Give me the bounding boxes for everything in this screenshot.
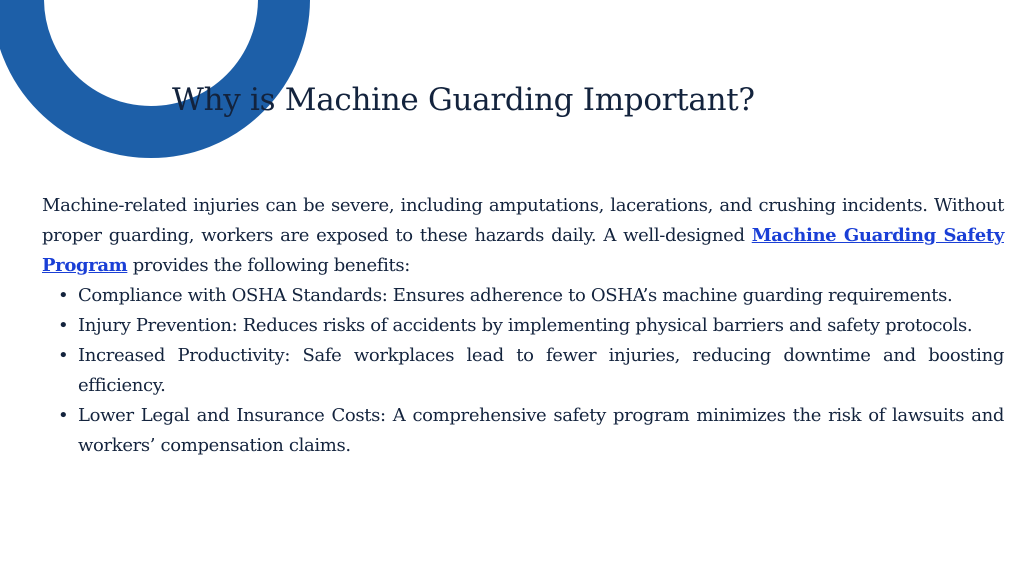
list-item [42, 341, 1004, 401]
benefits-list [42, 281, 1004, 461]
bullet-icon: • [58, 285, 69, 306]
intro-tail: provides the following benefits: [127, 255, 410, 276]
benefit-text: Increased Productivity: Safe workplaces lead to fewer injuries, reducing downtime and boosting efficiency. [78, 345, 1004, 396]
decorative-ring-shape [0, 0, 310, 158]
benefit-text: Lower Legal and Insurance Costs: A comprehensive safety program minimizes the risk of lawsuits and workers’ compensation claims. [78, 405, 1004, 456]
intro-paragraph [42, 191, 1004, 281]
slide-body [42, 191, 1004, 461]
bullet-icon: • [58, 405, 69, 426]
list-item [42, 401, 1004, 461]
list-item [42, 281, 1004, 311]
bullet-icon: • [58, 345, 69, 366]
list-item [42, 311, 1004, 341]
machine-guarding-program-link[interactable]: Machine Guarding Safety Program [42, 225, 1004, 276]
benefit-text: Injury Prevention: Reduces risks of accidents by implementing physical barriers and safety protocols. [78, 315, 973, 336]
intro-text: Machine-related injuries can be severe, including amputations, lacerations, and crushing incidents. Without proper guarding, workers are exposed to these hazards daily. A well-designed [42, 195, 1004, 246]
bullet-icon: • [58, 315, 69, 336]
slide-title: Why is Machine Guarding Important? [172, 82, 755, 118]
benefit-text: Compliance with OSHA Standards: Ensures adherence to OSHA’s machine guarding requirements. [78, 285, 953, 306]
